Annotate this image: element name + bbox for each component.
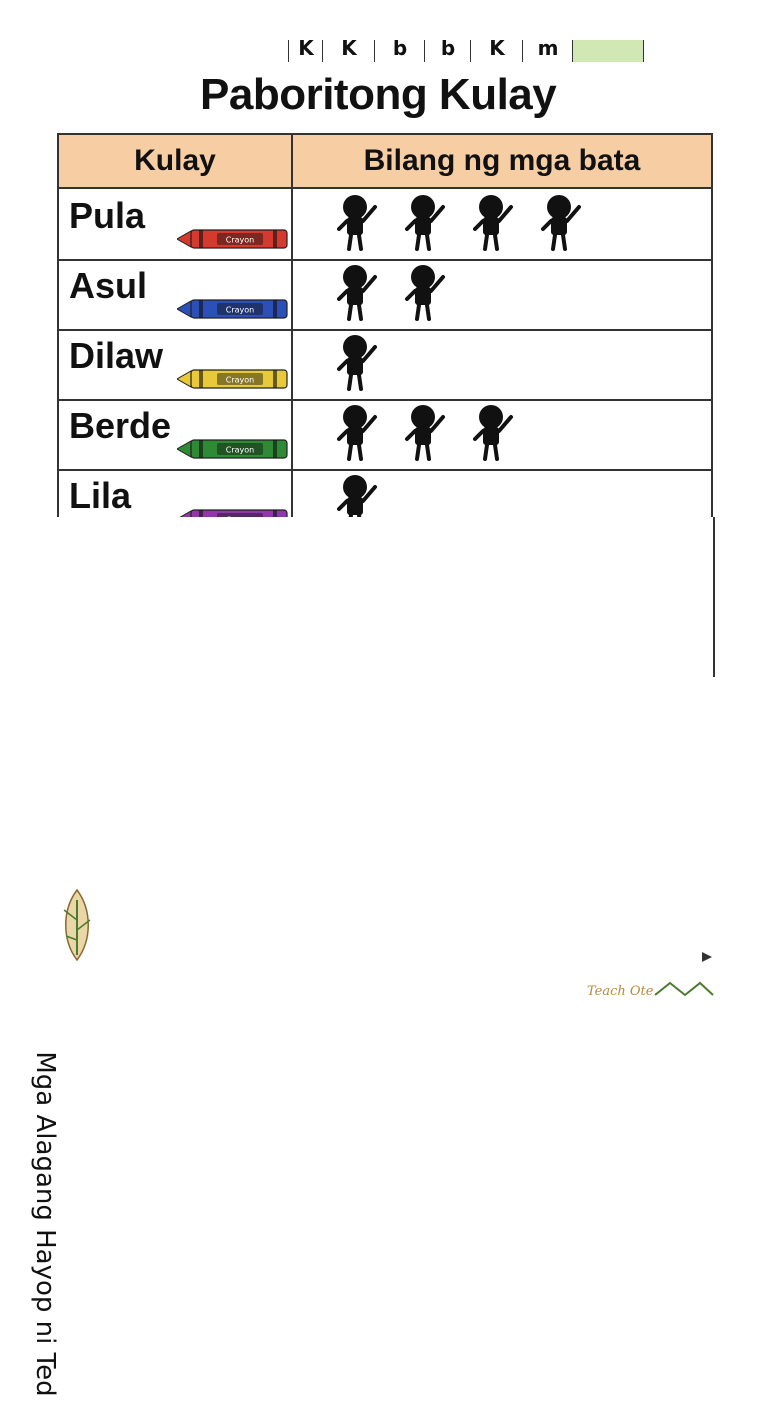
crayon-label: Crayon bbox=[225, 235, 255, 245]
worksheet-title: Mga Alagang Hayop ni Ted bbox=[30, 1051, 60, 1397]
child-silhouette-icon bbox=[539, 193, 583, 251]
column-header-kulay: Kulay bbox=[59, 135, 293, 187]
color-label: Pula bbox=[69, 195, 146, 236]
table-row bbox=[59, 259, 711, 331]
fragment-cell: K bbox=[470, 40, 523, 62]
crayon-label: Crayon bbox=[225, 515, 255, 525]
color-label: Lila bbox=[69, 475, 132, 516]
child-silhouette-icon bbox=[403, 263, 447, 321]
rotated-worksheet bbox=[0, 962, 60, 1402]
child-silhouette-icon bbox=[403, 403, 447, 461]
child-silhouette-icon bbox=[403, 193, 447, 251]
svg-text:Teach Ote: Teach Ote bbox=[587, 984, 654, 999]
column-divider bbox=[291, 469, 293, 517]
color-label: Asul bbox=[69, 265, 148, 306]
child-silhouette-icon bbox=[335, 263, 379, 321]
column-divider bbox=[291, 259, 293, 329]
fragment-cell: K bbox=[322, 40, 375, 62]
fragment-cell: K bbox=[288, 40, 323, 62]
crayon-label: Crayon bbox=[225, 445, 255, 455]
table-border bbox=[713, 517, 715, 677]
teach-logo-icon bbox=[52, 880, 102, 970]
column-divider bbox=[291, 329, 293, 399]
color-label: Berde bbox=[69, 405, 172, 446]
crayon-label: Crayon bbox=[225, 375, 255, 385]
crayon-icon bbox=[177, 227, 289, 251]
crayon-icon bbox=[177, 437, 289, 461]
column-divider bbox=[291, 399, 293, 469]
crayon-icon bbox=[177, 507, 289, 525]
fragment-cell: b bbox=[424, 40, 471, 62]
teach-logo-bottom-icon bbox=[585, 975, 715, 1003]
child-silhouette-icon bbox=[471, 403, 515, 461]
cropped-table-fragment bbox=[90, 40, 650, 62]
fragment-cell: m bbox=[522, 40, 573, 62]
column-divider bbox=[291, 189, 293, 259]
fragment-cell: b bbox=[374, 40, 425, 62]
child-silhouette-icon bbox=[471, 193, 515, 251]
fragment-header-cell bbox=[572, 40, 644, 62]
child-silhouette-icon bbox=[335, 473, 379, 517]
page-title: Paboritong Kulay bbox=[200, 70, 557, 119]
column-header-bilang: Bilang ng mga bata bbox=[363, 144, 641, 177]
child-silhouette-icon bbox=[335, 193, 379, 251]
crayon-icon bbox=[177, 297, 289, 321]
child-silhouette-icon bbox=[335, 333, 379, 391]
table-row bbox=[59, 329, 711, 401]
child-silhouette-icon bbox=[335, 403, 379, 461]
crayon-icon bbox=[177, 367, 289, 391]
crayon-label: Crayon bbox=[225, 305, 255, 315]
kulay-pictograph-table bbox=[57, 133, 713, 525]
table-row bbox=[59, 399, 711, 471]
arrow-icon bbox=[700, 950, 714, 964]
table-row bbox=[59, 189, 711, 261]
table-header bbox=[59, 135, 711, 189]
table-row bbox=[59, 469, 711, 525]
color-label: Dilaw bbox=[69, 335, 164, 376]
